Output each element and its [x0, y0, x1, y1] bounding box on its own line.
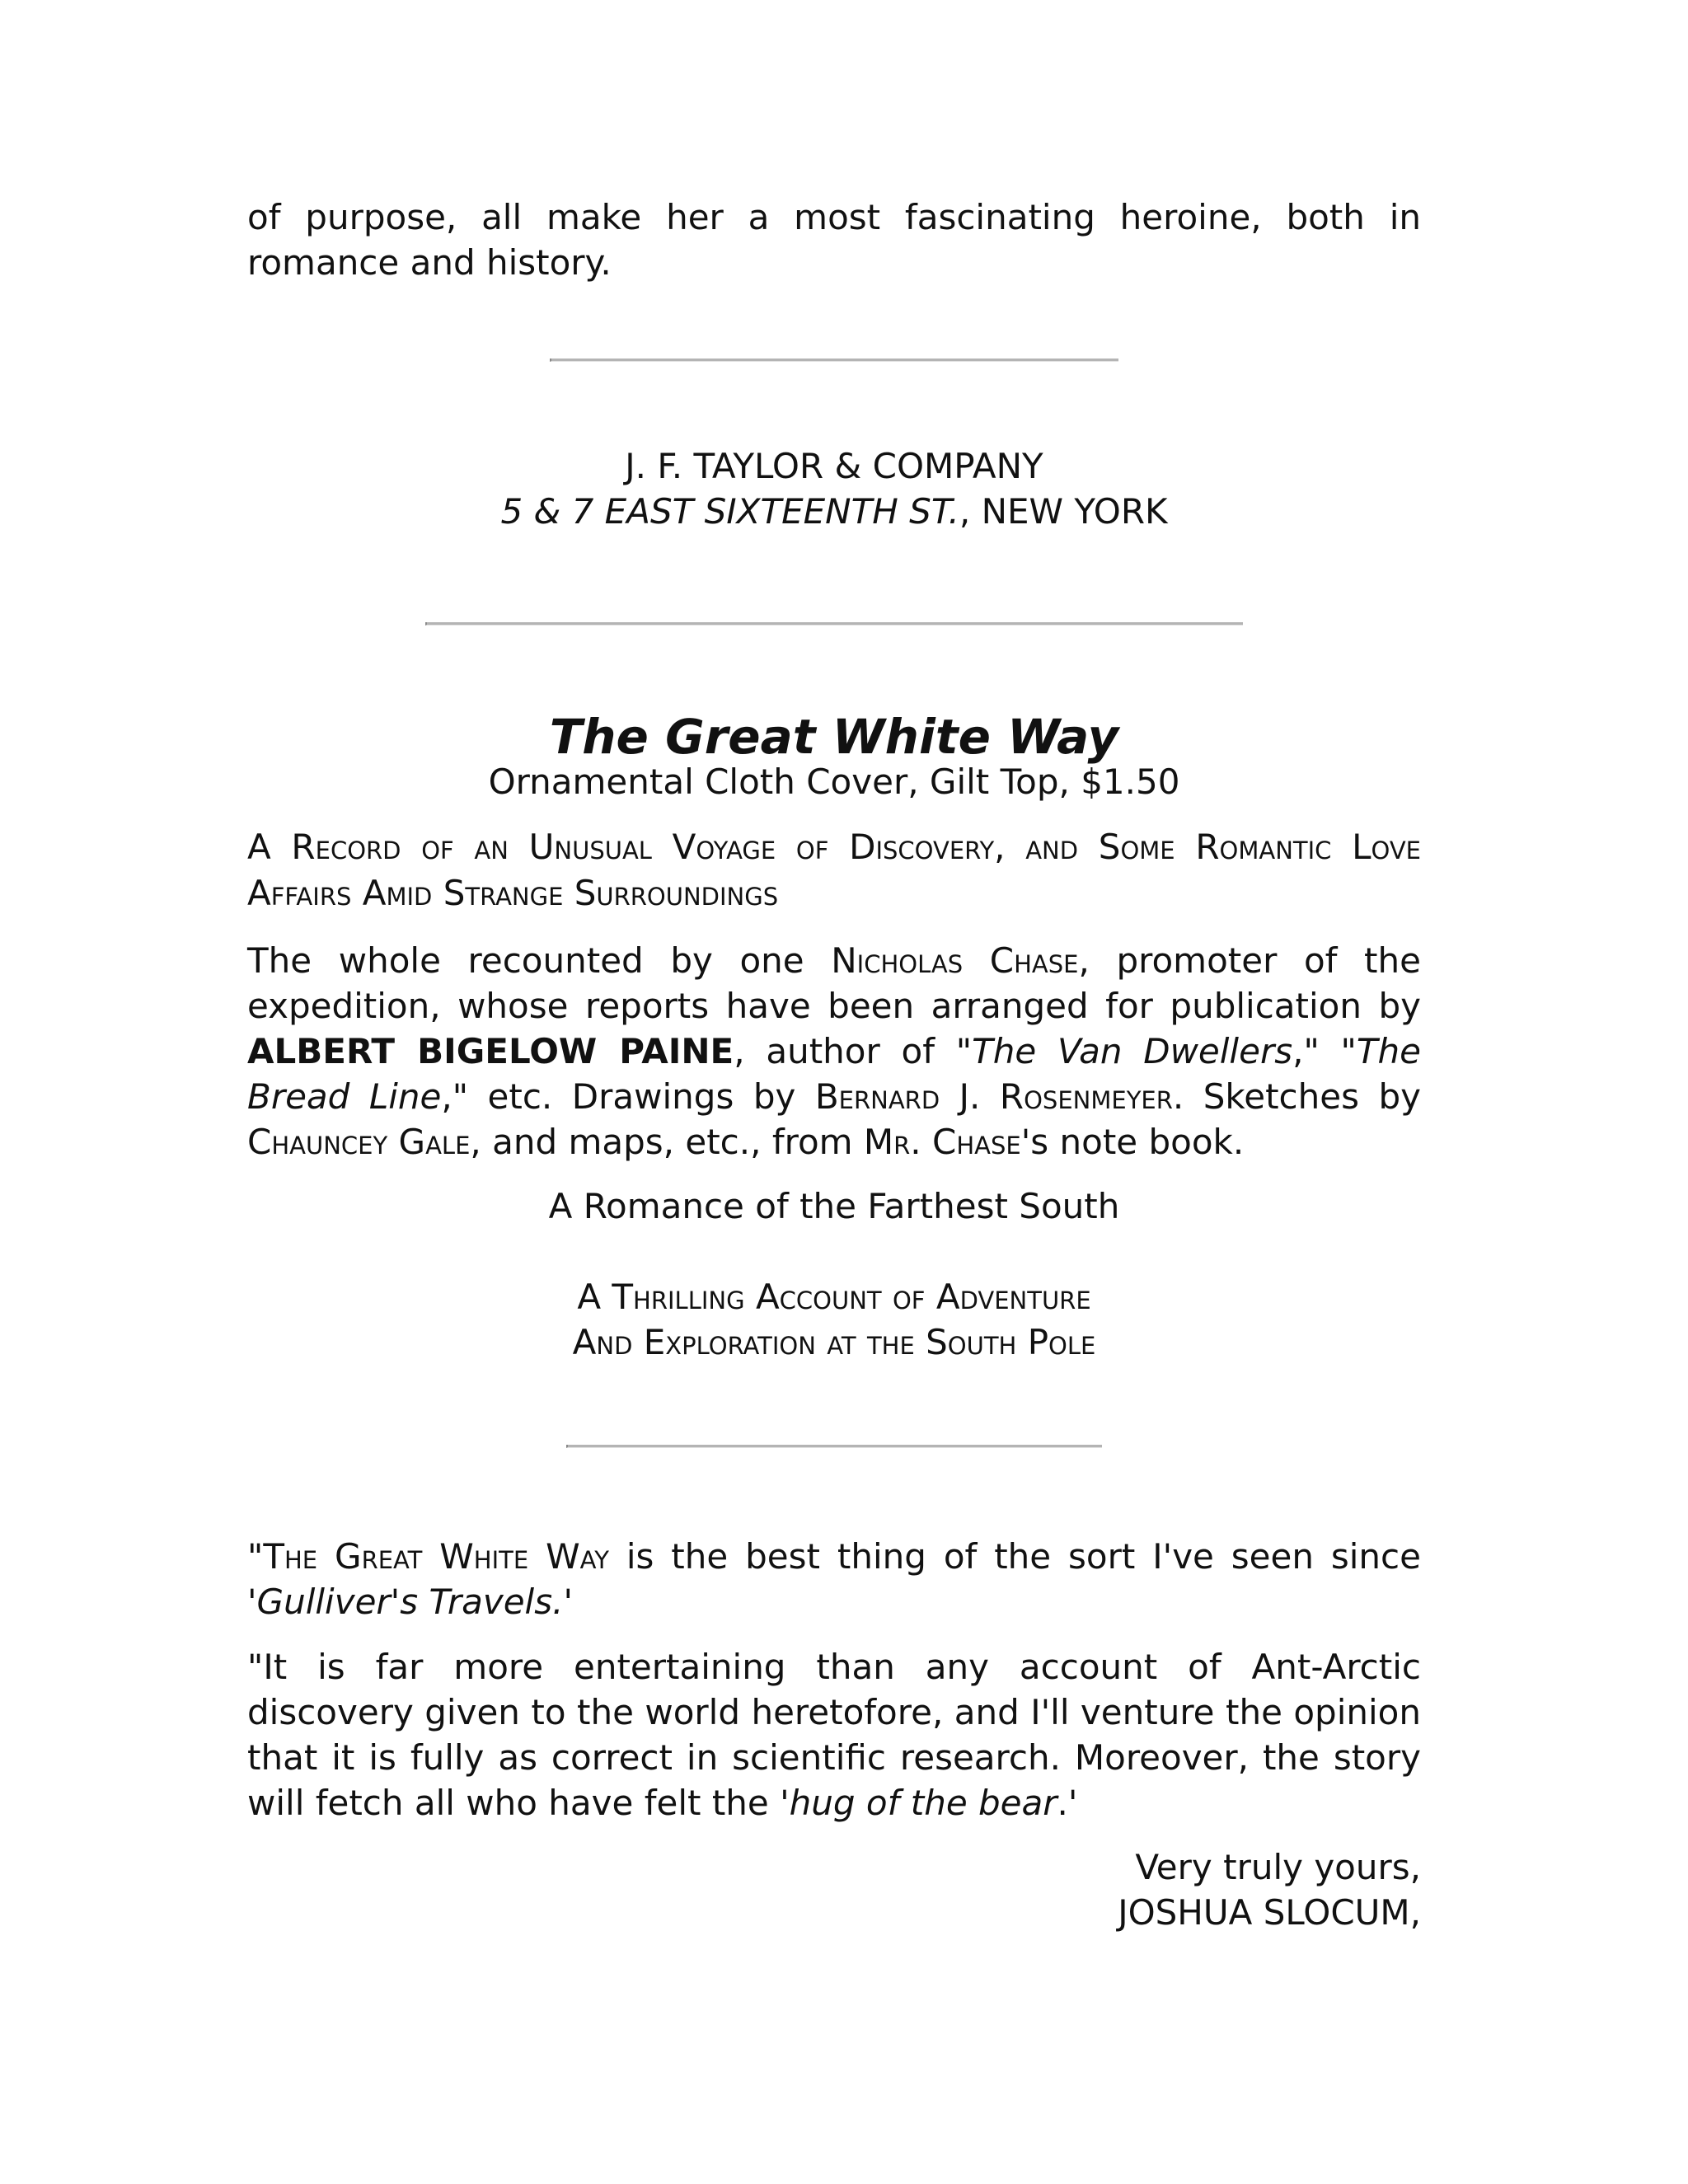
publisher-address: 5 & 7 EAST SIXTEENTH ST., NEW YORK: [500, 491, 1168, 532]
book-tagline: A Romance of the Farthest South: [548, 1186, 1120, 1226]
publisher-name: J. F. TAYLOR & COMPANY: [625, 446, 1043, 486]
publisher-street: 5 & 7 EAST SIXTEENTH ST.: [500, 491, 959, 532]
separator-rule: [566, 1445, 1102, 1448]
author-name: ALBERT BIGELOW PAINE: [247, 1031, 734, 1071]
book-title-mention: The Great White Way: [263, 1536, 609, 1577]
quoted-phrase: hug of the bear: [789, 1783, 1057, 1823]
review-quote-1: "The Great White Way is the best thing of the sort I've seen since 'Gulliver's Travels.': [247, 1536, 1421, 1622]
account-line: A Thrilling Account of Adventure: [577, 1277, 1091, 1317]
person-name: Bernard J. Rosenmeyer: [814, 1076, 1173, 1117]
book-account: [247, 1274, 1421, 1365]
person-name: Nicholas Chase: [831, 940, 1079, 981]
signature-name: JOSHUA SLOCUM,: [1118, 1892, 1421, 1933]
book-binding-price: Ornamental Cloth Cover, Gilt Top, $1.50: [488, 762, 1180, 802]
signature-block: [247, 1844, 1421, 1935]
review-quote-2: "It is far more entertaining than any account of Ant-Arctic discovery given to the world heretofore, and I'll venture the opinion that it is fully as correct in scientific research. Moreover, the story will fetch all who have felt the 'hug of the bear.': [247, 1647, 1421, 1823]
publisher-city: NEW YORK: [981, 491, 1168, 532]
intro-paragraph: of purpose, all make her a most fascinating heroine, both in romance and history.: [247, 197, 1421, 283]
account-line: And Exploration at the South Pole: [572, 1322, 1096, 1362]
work-title: 'Gulliver's Travels.: [247, 1582, 564, 1622]
book-title: The Great White Way: [549, 709, 1119, 765]
book-subtitle: A Record of an Unusual Voyage of Discovery, and Some Romantic Love Affairs Amid Strange Surroundings: [247, 827, 1421, 913]
page-content: [247, 194, 1421, 1935]
person-name: Chauncey Gale: [247, 1122, 471, 1162]
work-title: The Van Dwellers: [972, 1031, 1293, 1071]
closing-line: Very truly yours,: [1135, 1847, 1421, 1887]
separator-rule: [550, 359, 1118, 362]
work-title: The Bread Line: [247, 1031, 1421, 1117]
publisher-block: [247, 443, 1421, 534]
person-name: Mr. Chase: [863, 1122, 1021, 1162]
book-description: The whole recounted by one Nicholas Chase, promoter of the expedition, whose reports have been arranged for publication by ALBERT BIGELOW PAINE, author of "The Van Dwellers," "The Bread Line," etc. Drawings by Bernard J. Rosenmeyer. Sketches by Chauncey Gale, and maps, etc., from Mr. Chase's note book.: [247, 940, 1421, 1162]
separator-rule: [425, 622, 1243, 626]
